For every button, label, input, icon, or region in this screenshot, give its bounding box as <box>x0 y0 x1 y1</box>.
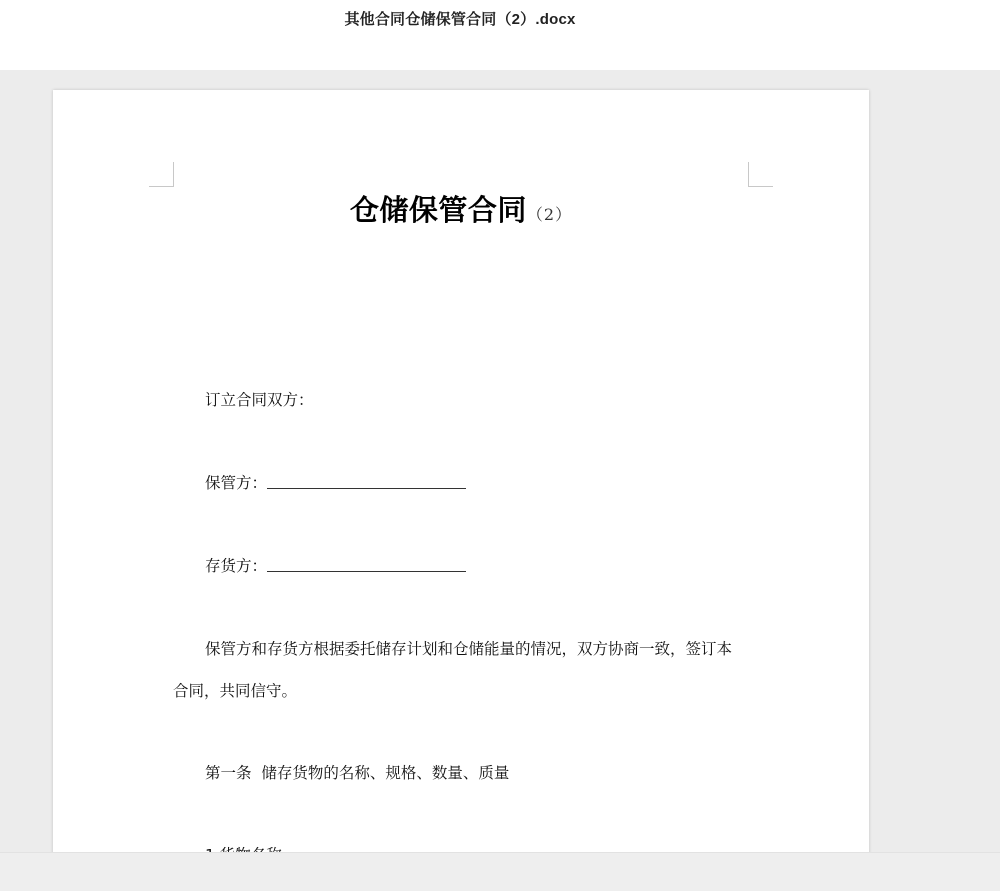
document-heading <box>53 188 869 229</box>
preamble-line-2: 合同，共同信守。 <box>173 682 298 700</box>
heading-main: 仓储保管合同 <box>349 193 527 227</box>
crop-mark-top-left <box>149 162 174 187</box>
document-filename: 其他合同仓储保管合同（2）.docx <box>344 11 576 28</box>
crop-mark-top-right <box>748 162 773 187</box>
preamble-line-1: 保管方和存货方根据委托储存计划和仓储能量的情况，双方协商一致，签订本 <box>205 640 733 658</box>
title-bar <box>0 0 1000 70</box>
article-1-title: 第一条 储存货物的名称、规格、数量、质量 <box>205 764 510 782</box>
keeper-blank <box>267 473 466 489</box>
status-bar <box>0 852 1000 891</box>
keeper-label: 保管方： <box>205 474 268 492</box>
keeper-line <box>205 471 466 493</box>
depositor-blank <box>267 556 466 572</box>
depositor-label: 存货方： <box>205 557 268 575</box>
heading-sub: （2） <box>526 205 573 224</box>
document-viewer[interactable] <box>0 70 1000 852</box>
depositor-line <box>205 554 466 576</box>
parties-intro: 订立合同双方： <box>205 391 314 409</box>
document-page <box>53 90 869 890</box>
